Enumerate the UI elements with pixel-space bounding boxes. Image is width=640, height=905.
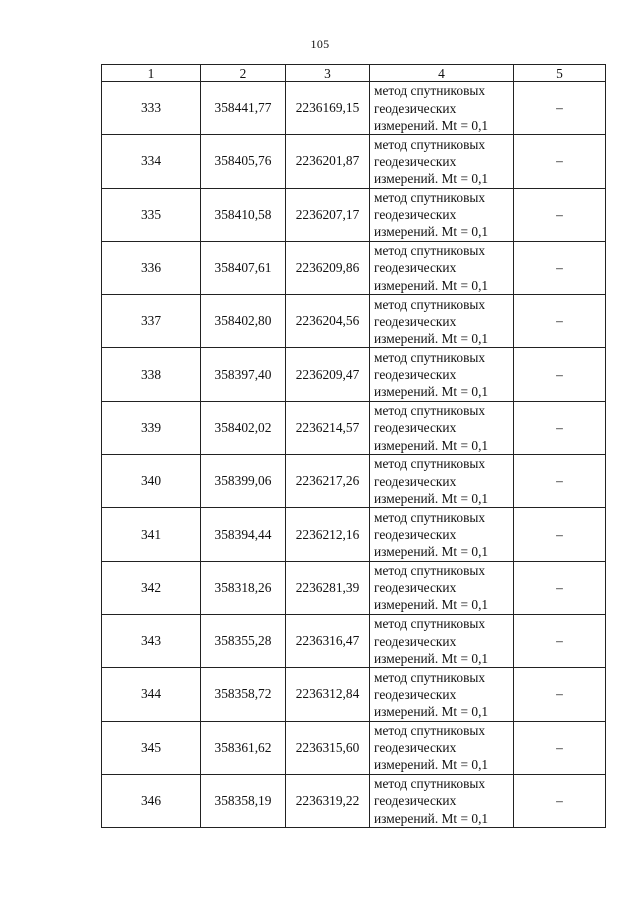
method-text-line: геодезических [374, 313, 457, 329]
method-text-line: геодезических [374, 793, 457, 809]
method-text-line: измерений. Mt = 0,1 [374, 171, 489, 187]
point-number-cell: 339 [102, 401, 201, 454]
method-text-line: геодезических [374, 367, 457, 383]
x-coordinate-cell: 358358,19 [201, 774, 286, 827]
note-cell: – [514, 455, 606, 508]
column-header-5: 5 [514, 65, 606, 82]
table-row [102, 668, 606, 721]
point-number-cell: 336 [102, 241, 201, 294]
y-coordinate-cell: 2236281,39 [286, 561, 370, 614]
method-text-line: измерений. Mt = 0,1 [374, 650, 489, 666]
note-cell: – [514, 668, 606, 721]
method-cell [370, 668, 514, 721]
point-number-cell: 340 [102, 455, 201, 508]
point-number-cell: 334 [102, 135, 201, 188]
method-text-line: геодезических [374, 207, 457, 223]
note-cell: – [514, 401, 606, 454]
x-coordinate-cell: 358394,44 [201, 508, 286, 561]
method-cell [370, 721, 514, 774]
method-text-line: метод спутниковых [374, 509, 486, 525]
method-cell [370, 241, 514, 294]
method-cell [370, 82, 514, 135]
x-coordinate-cell: 358402,02 [201, 401, 286, 454]
table-row [102, 401, 606, 454]
method-text-line: измерений. Mt = 0,1 [374, 117, 489, 133]
note-cell: – [514, 188, 606, 241]
point-number-cell: 341 [102, 508, 201, 561]
table-row [102, 188, 606, 241]
method-text-line: измерений. Mt = 0,1 [374, 437, 489, 453]
method-cell [370, 508, 514, 561]
note-cell: – [514, 561, 606, 614]
coordinates-table-body [102, 65, 606, 828]
table-row [102, 561, 606, 614]
note-cell: – [514, 135, 606, 188]
method-text-line: метод спутниковых [374, 403, 486, 419]
x-coordinate-cell: 358405,76 [201, 135, 286, 188]
method-text-line: измерений. Mt = 0,1 [374, 597, 489, 613]
note-cell: – [514, 774, 606, 827]
table-row [102, 135, 606, 188]
table-row [102, 82, 606, 135]
method-cell [370, 455, 514, 508]
y-coordinate-cell: 2236312,84 [286, 668, 370, 721]
x-coordinate-cell: 358358,72 [201, 668, 286, 721]
y-coordinate-cell: 2236201,87 [286, 135, 370, 188]
column-header-2: 2 [201, 65, 286, 82]
y-coordinate-cell: 2236204,56 [286, 295, 370, 348]
point-number-cell: 344 [102, 668, 201, 721]
x-coordinate-cell: 358410,58 [201, 188, 286, 241]
method-text-line: метод спутниковых [374, 616, 486, 632]
note-cell: – [514, 721, 606, 774]
method-cell [370, 188, 514, 241]
method-text-line: метод спутниковых [374, 243, 486, 259]
y-coordinate-cell: 2236315,60 [286, 721, 370, 774]
note-cell: – [514, 82, 606, 135]
method-text-line: метод спутниковых [374, 83, 486, 99]
coordinates-table [101, 64, 606, 828]
method-text-line: измерений. Mt = 0,1 [374, 757, 489, 773]
method-text-line: измерений. Mt = 0,1 [374, 330, 489, 346]
x-coordinate-cell: 358318,26 [201, 561, 286, 614]
method-cell [370, 561, 514, 614]
method-text-line: метод спутниковых [374, 456, 486, 472]
y-coordinate-cell: 2236214,57 [286, 401, 370, 454]
note-cell: – [514, 508, 606, 561]
method-text-line: измерений. Mt = 0,1 [374, 704, 489, 720]
y-coordinate-cell: 2236209,47 [286, 348, 370, 401]
method-text-line: измерений. Mt = 0,1 [374, 490, 489, 506]
method-cell [370, 295, 514, 348]
method-text-line: измерений. Mt = 0,1 [374, 277, 489, 293]
point-number-cell: 343 [102, 614, 201, 667]
table-row [102, 614, 606, 667]
method-text-line: измерений. Mt = 0,1 [374, 384, 489, 400]
y-coordinate-cell: 2236169,15 [286, 82, 370, 135]
method-cell [370, 401, 514, 454]
header-row [102, 65, 606, 82]
method-text-line: измерений. Mt = 0,1 [374, 810, 489, 826]
method-text-line: геодезических [374, 153, 457, 169]
method-text-line: геодезических [374, 580, 457, 596]
table-row [102, 295, 606, 348]
y-coordinate-cell: 2236319,22 [286, 774, 370, 827]
method-text-line: метод спутниковых [374, 349, 486, 365]
column-header-1: 1 [102, 65, 201, 82]
x-coordinate-cell: 358361,62 [201, 721, 286, 774]
method-text-line: геодезических [374, 526, 457, 542]
y-coordinate-cell: 2236217,26 [286, 455, 370, 508]
x-coordinate-cell: 358397,40 [201, 348, 286, 401]
method-text-line: геодезических [374, 420, 457, 436]
method-text-line: метод спутниковых [374, 136, 486, 152]
method-text-line: измерений. Mt = 0,1 [374, 544, 489, 560]
page-number: 105 [310, 37, 330, 51]
table-row [102, 241, 606, 294]
table-row [102, 348, 606, 401]
point-number-cell: 346 [102, 774, 201, 827]
y-coordinate-cell: 2236212,16 [286, 508, 370, 561]
note-cell: – [514, 614, 606, 667]
point-number-cell: 345 [102, 721, 201, 774]
method-cell [370, 135, 514, 188]
point-number-cell: 337 [102, 295, 201, 348]
method-text-line: метод спутниковых [374, 296, 486, 312]
method-text-line: геодезических [374, 260, 457, 276]
note-cell: – [514, 241, 606, 294]
method-text-line: измерений. Mt = 0,1 [374, 224, 489, 240]
method-cell [370, 348, 514, 401]
x-coordinate-cell: 358402,80 [201, 295, 286, 348]
y-coordinate-cell: 2236209,86 [286, 241, 370, 294]
method-text-line: геодезических [374, 473, 457, 489]
method-text-line: метод спутниковых [374, 189, 486, 205]
method-cell [370, 774, 514, 827]
method-text-line: геодезических [374, 100, 457, 116]
method-text-line: геодезических [374, 740, 457, 756]
table-row [102, 774, 606, 827]
table-row [102, 508, 606, 561]
method-cell [370, 614, 514, 667]
method-text-line: метод спутниковых [374, 669, 486, 685]
note-cell: – [514, 295, 606, 348]
table-row [102, 455, 606, 508]
point-number-cell: 333 [102, 82, 201, 135]
x-coordinate-cell: 358441,77 [201, 82, 286, 135]
note-cell: – [514, 348, 606, 401]
column-header-3: 3 [286, 65, 370, 82]
point-number-cell: 342 [102, 561, 201, 614]
point-number-cell: 338 [102, 348, 201, 401]
method-text-line: метод спутниковых [374, 722, 486, 738]
method-text-line: метод спутниковых [374, 776, 486, 792]
method-text-line: геодезических [374, 686, 457, 702]
x-coordinate-cell: 358407,61 [201, 241, 286, 294]
point-number-cell: 335 [102, 188, 201, 241]
x-coordinate-cell: 358355,28 [201, 614, 286, 667]
y-coordinate-cell: 2236316,47 [286, 614, 370, 667]
y-coordinate-cell: 2236207,17 [286, 188, 370, 241]
method-text-line: метод спутниковых [374, 563, 486, 579]
x-coordinate-cell: 358399,06 [201, 455, 286, 508]
method-text-line: геодезических [374, 633, 457, 649]
column-header-4: 4 [370, 65, 514, 82]
table-row [102, 721, 606, 774]
